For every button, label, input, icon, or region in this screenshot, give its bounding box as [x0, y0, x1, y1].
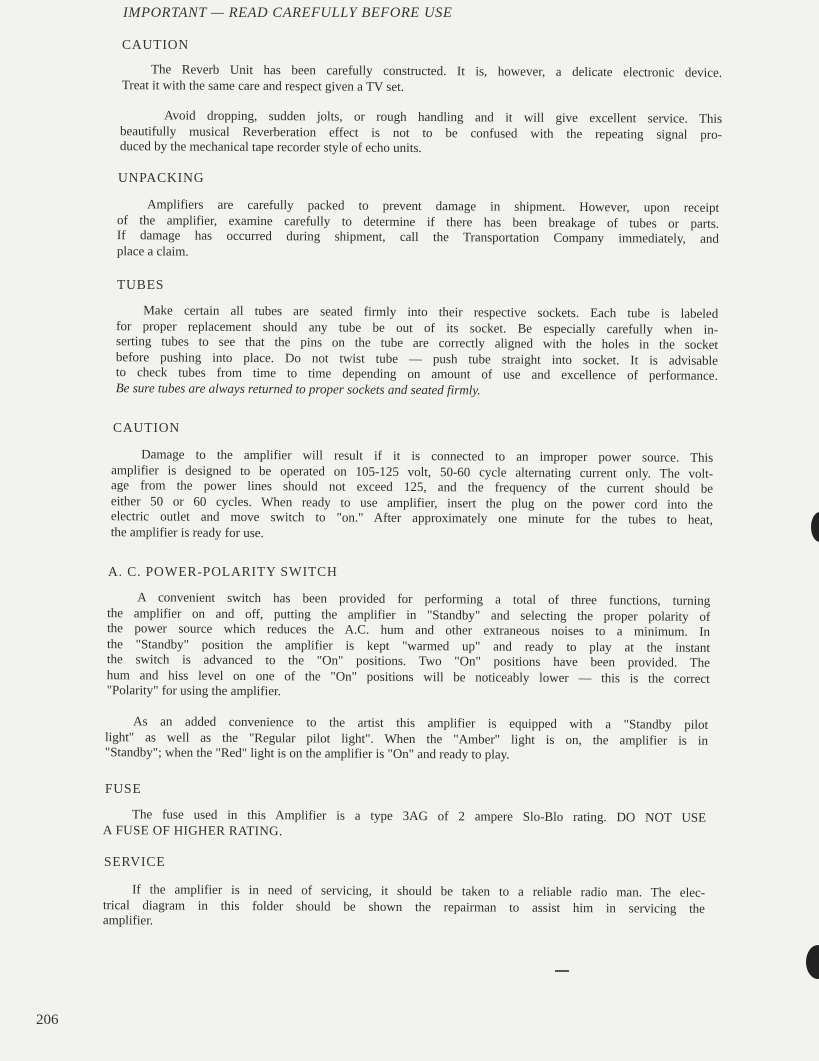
section-heading-tubes: TUBES [117, 277, 165, 292]
paragraph [105, 713, 708, 763]
text-line: A FUSE OF HIGHER RATING. [102, 821, 283, 838]
paragraph [122, 61, 722, 96]
text-line: to check tubes from time to time depending on amount of use and excellence of performance. [115, 364, 718, 383]
text-line: The Reverb Unit has been carefully constructed. It is, however, a delicate electronic device. [151, 61, 723, 80]
text-line: beautifully musical Reverberation effect is not to be confused with the repeating signal pro- [119, 122, 723, 142]
text-line: Amplifiers are carefully packed to prevent damage in shipment. However, upon receipt [147, 196, 720, 215]
text-line: electric outlet and move switch to "on." After approximately one minute for the tubes to heat, [110, 508, 713, 527]
paragraph [111, 446, 714, 543]
text-line: before pushing into place. Do not twist tube — push tube straight into socket. It is advisable [115, 348, 718, 368]
paragraph [103, 806, 706, 841]
text-line: "Standby"; when the "Red" light is on the amplifier is "On" and ready to play. [104, 744, 510, 762]
text-line: If the amplifier is in need of servicing, it should be taken to a reliable radio man. The elec- [132, 881, 706, 900]
punch-hole-shape [806, 945, 819, 979]
text-line: The fuse used in this Amplifier is a type 3AG of 2 ampere Slo-Blo rating. DO NOT USE [132, 806, 707, 825]
text-line: Avoid dropping, sudden jolts, or rough handling and it will give excellent service. This [164, 107, 723, 126]
text-line: serting tubes to see that the pins on the tube are correctly aligned with the holes in the socket [116, 333, 719, 352]
text-line: the power source which reduces the A.C. hum and other extraneous noises to a minimum. In [107, 620, 711, 639]
punch-hole-shape [811, 512, 819, 542]
paragraph [103, 881, 705, 931]
text-line: the amplifier on and off, putting the amplifier in "Standby" and selecting the proper polarity of [107, 604, 711, 624]
text-line: the "Standby" position the amplifier is kept "warmed up" and ready to play at the instant [106, 635, 711, 655]
text-line: age from the power lines should not exceed 125, and the frequency of the current should be [111, 477, 714, 496]
page-title: IMPORTANT — READ CAREFULLY BEFORE USE [123, 5, 453, 21]
text-line: either 50 or 60 cycles. When ready to use amplifier, insert the plug on the power cord into the [110, 492, 713, 512]
paragraph [120, 107, 722, 157]
paragraph [117, 196, 719, 262]
scan-speck [555, 970, 569, 972]
text-line: Be sure tubes are always returned to proper sockets and seated firmly. [115, 379, 481, 397]
text-line: the switch is advanced to the "On" positions. Two "On" positions have been provided. The [106, 651, 710, 670]
text-line: amplifier. [102, 912, 154, 928]
text-line: for proper replacement should any tube be out of its socket. Be especially carefully when in- [116, 317, 719, 337]
text-line: Make certain all tubes are seated firmly into their respective sockets. Each tube is labeled [143, 302, 719, 321]
text-line: Damage to the amplifier will result if it is connected to an improper power source. This [141, 446, 714, 465]
section-heading-caution: CAUTION [122, 37, 190, 52]
section-heading-caution-power: CAUTION [113, 420, 181, 435]
section-heading-fuse: FUSE [105, 781, 142, 796]
text-line: Treat it with the same care and respect given a TV set. [121, 76, 405, 94]
text-line: "Polarity" for using the amplifier. [106, 682, 281, 699]
section-heading-service: SERVICE [104, 854, 166, 869]
text-line: As an added convenience to the artist this amplifier is equipped with a "Standby pilot [133, 713, 709, 732]
text-line: place a claim. [116, 242, 189, 259]
text-line: A convenient switch has been provided for performing a total of three functions, turning [137, 589, 711, 608]
section-heading-power-polarity-switch: A. C. POWER-POLARITY SWITCH [108, 564, 338, 579]
text-line: of the amplifier, examine carefully to determine if there has been breakage of tubes or parts. [117, 211, 720, 231]
paragraph [116, 302, 719, 399]
text-line: amplifier is designed to be operated on 105-125 volt, 50-60 cycle alternating current only. The volt- [111, 461, 714, 481]
text-line: hum and hiss level on one of the "On" positions will be noticeably lower — this is the correct [106, 666, 710, 686]
page-number: 206 [36, 1012, 59, 1028]
section-heading-unpacking: UNPACKING [118, 170, 205, 185]
text-line: light" as well as the "Regular pilot light". When the "Amber" light is on, the amplifier is in [104, 728, 709, 748]
text-line: If damage has occurred during shipment, call the Transportation Company immediately, and [116, 227, 719, 246]
text-line: the amplifier is ready for use. [110, 523, 264, 540]
text-line: duced by the mechanical tape recorder style of echo units. [119, 138, 422, 156]
text-line: trical diagram in this folder should be shown the repairman to assist him in servicing the [102, 896, 706, 916]
paragraph [107, 589, 711, 701]
